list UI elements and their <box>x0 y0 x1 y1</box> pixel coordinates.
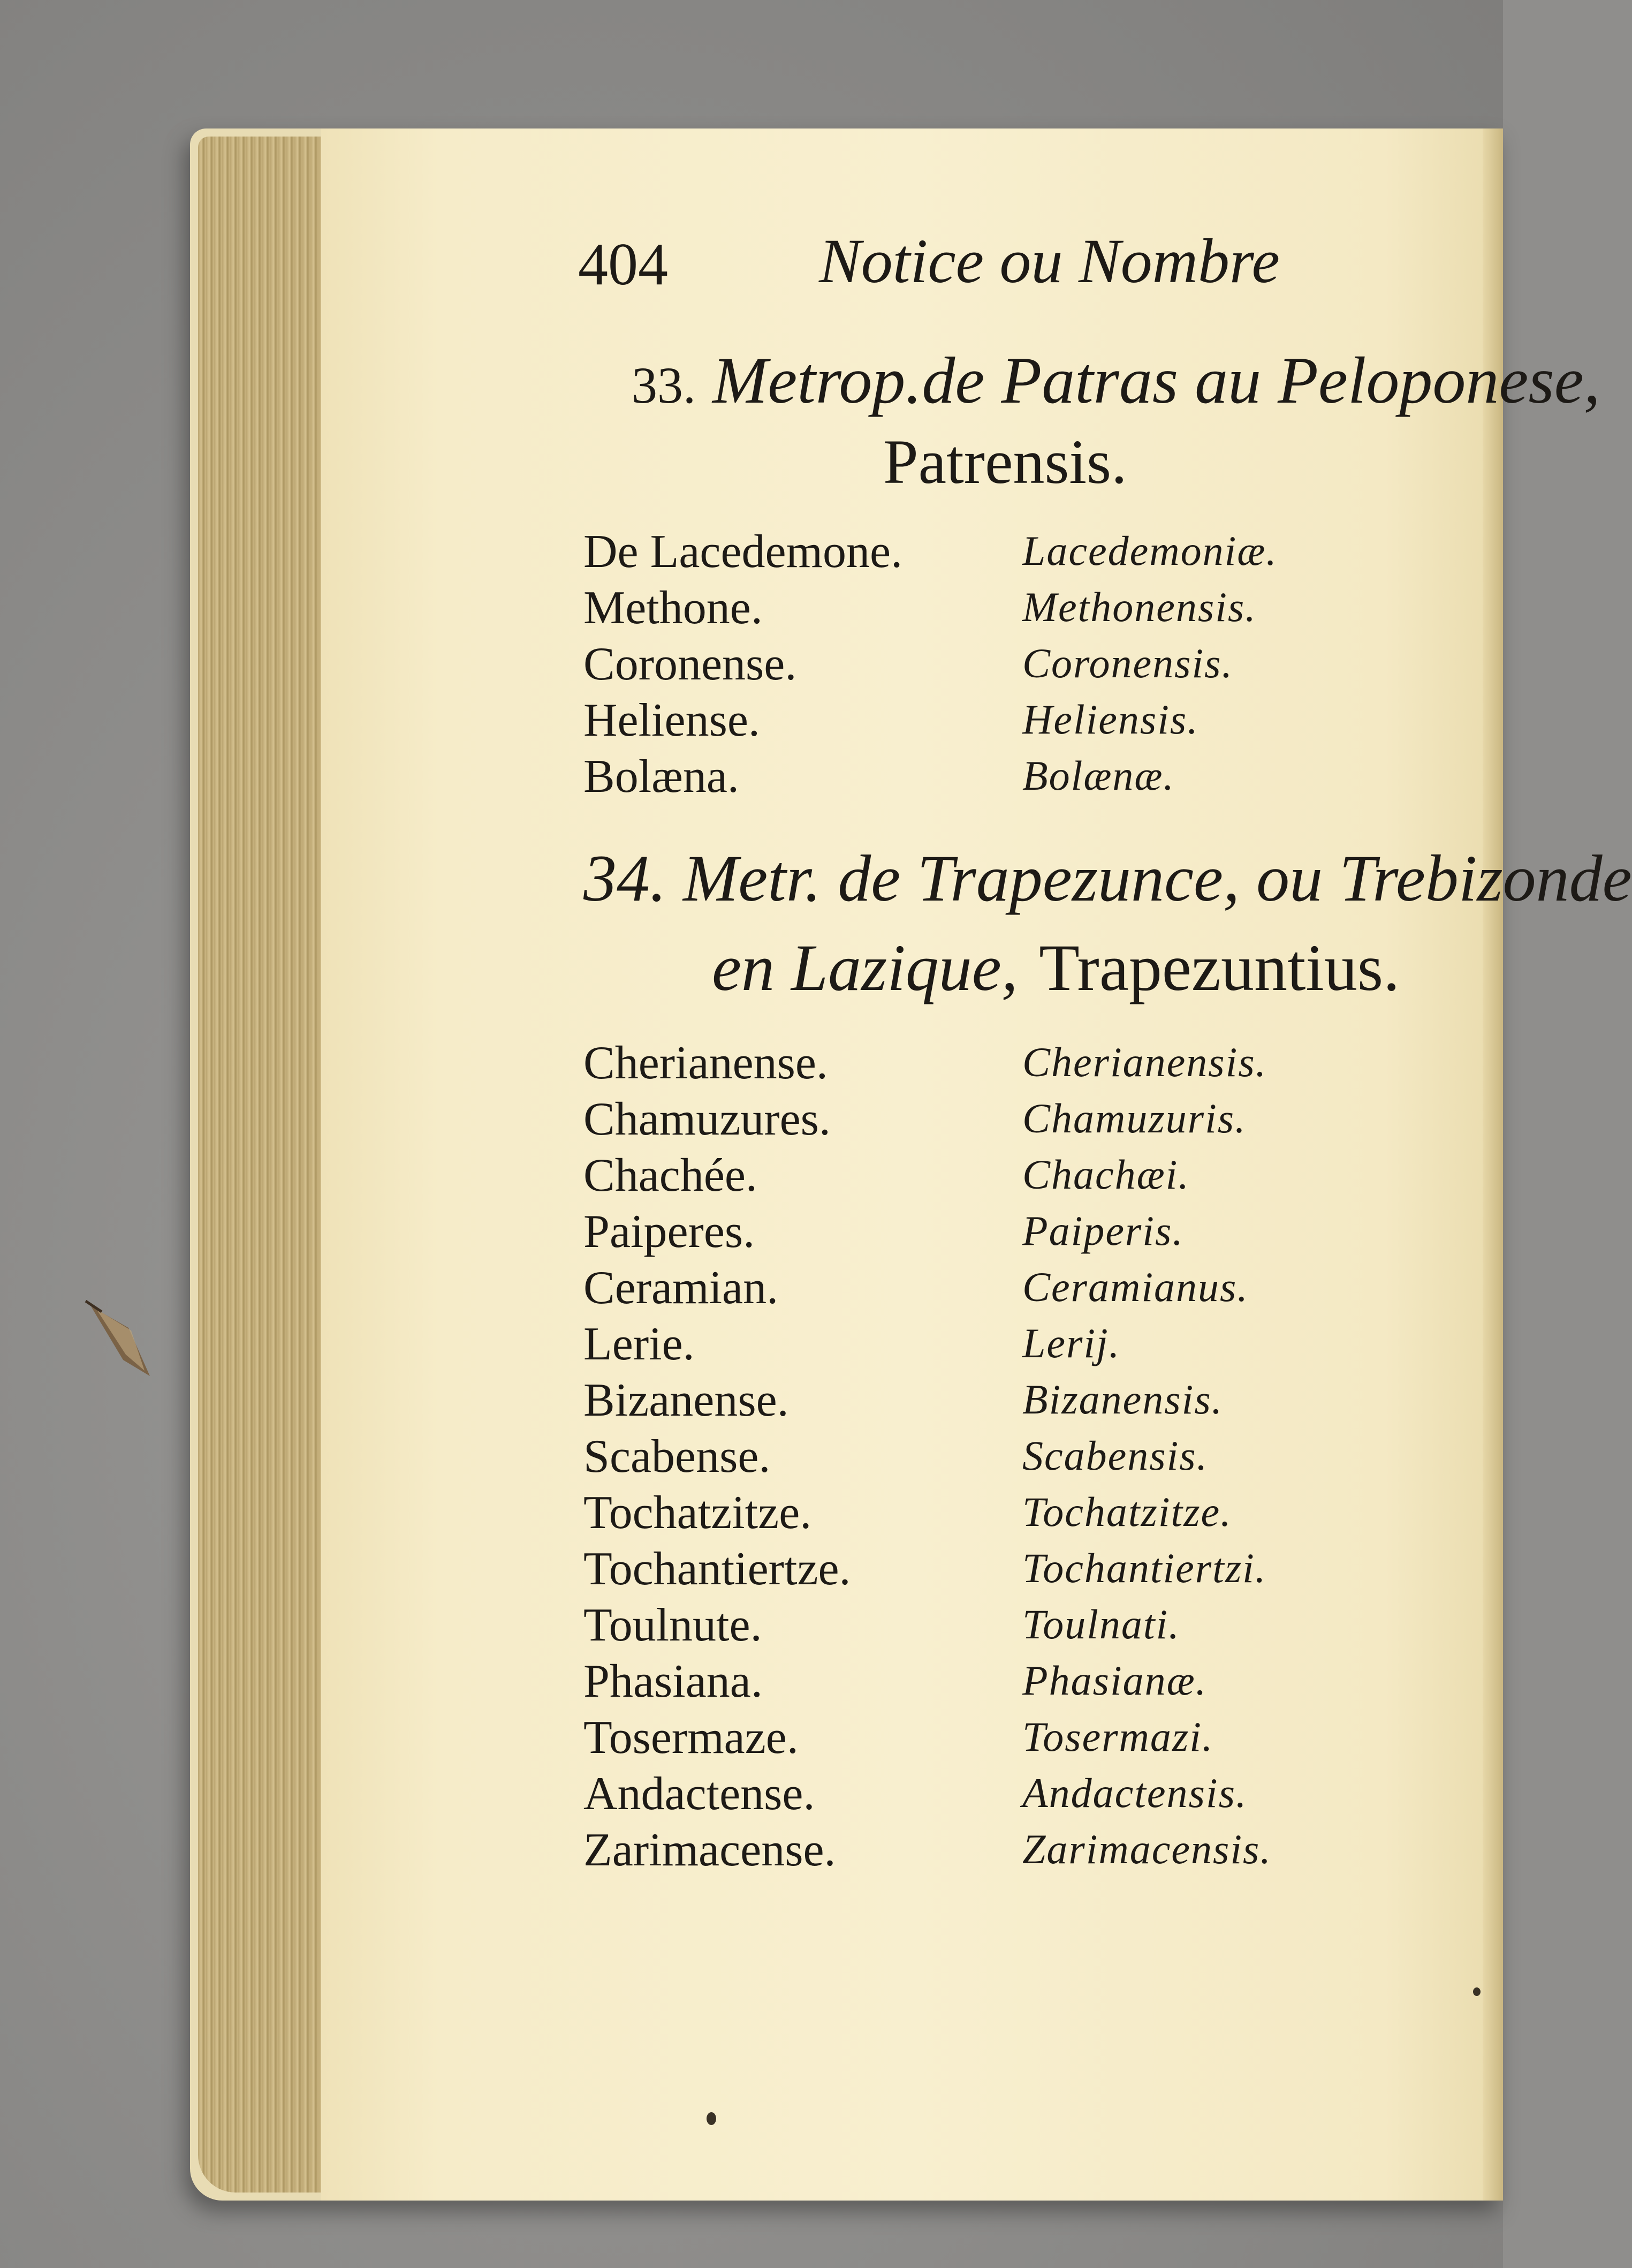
french-name: Chachée. <box>583 1150 757 1201</box>
latin-name: Ceramianus. <box>1022 1264 1249 1310</box>
list-item <box>583 1486 1360 1539</box>
list-item <box>583 1654 1360 1708</box>
latin-name: Bolænæ. <box>1022 752 1175 799</box>
latin-name: Phasianæ. <box>1022 1657 1208 1704</box>
ink-speck <box>1473 1987 1481 1996</box>
list-item <box>583 1430 1360 1483</box>
french-name: Bizanense. <box>583 1374 789 1426</box>
french-name: Bolæna. <box>583 751 739 803</box>
list-item <box>583 1711 1360 1764</box>
list-item <box>583 637 1360 691</box>
french-name: Tochantiertze. <box>583 1543 851 1595</box>
french-name: De Lacedemone. <box>583 526 903 578</box>
page-edges <box>198 137 332 2193</box>
section-34-subtitle <box>712 929 1400 1006</box>
french-name: Phasiana. <box>583 1655 763 1707</box>
list-item <box>583 1261 1360 1314</box>
list-item <box>583 1092 1360 1146</box>
latin-name: Tochatzitze. <box>1022 1488 1232 1535</box>
latin-name: Bizanensis. <box>1022 1376 1224 1423</box>
list-item <box>583 1598 1360 1652</box>
section-33-title <box>632 343 1600 419</box>
list-item <box>583 1373 1360 1427</box>
french-name: Toulnute. <box>583 1599 762 1651</box>
running-head: Notice ou Nombre <box>819 226 1280 296</box>
french-name: Tochatzitze. <box>583 1487 812 1539</box>
latin-name: Andactensis. <box>1022 1770 1248 1816</box>
latin-name: Heliensis. <box>1022 696 1199 743</box>
french-name: Andactense. <box>583 1768 815 1820</box>
list-item <box>583 1036 1360 1090</box>
list-item <box>583 693 1360 747</box>
list-item <box>583 525 1360 578</box>
latin-name: Scabensis. <box>1022 1432 1209 1479</box>
latin-name: Lerij. <box>1022 1320 1121 1366</box>
french-name: Ceramian. <box>583 1262 779 1314</box>
section-33-heading: Metrop.de Patras au Peloponese, <box>712 344 1600 417</box>
list-item <box>583 1317 1360 1371</box>
section-34-subtitle-italic: en Lazique, <box>712 931 1018 1004</box>
section-34-number: 34. <box>583 842 666 915</box>
latin-name: Tochantiertzi. <box>1022 1545 1267 1591</box>
latin-name: Tosermazi. <box>1022 1713 1214 1760</box>
french-name: Cherianense. <box>583 1037 828 1089</box>
latin-name: Paiperis. <box>1022 1207 1184 1254</box>
section-33-subtitle: Patrensis. <box>883 427 1127 497</box>
latin-name: Cherianensis. <box>1022 1039 1267 1085</box>
french-name: Scabense. <box>583 1431 771 1483</box>
list-item <box>583 750 1360 803</box>
latin-name: Toulnati. <box>1022 1601 1180 1647</box>
french-name: Paiperes. <box>583 1206 755 1258</box>
latin-name: Lacedemoniæ. <box>1022 527 1278 574</box>
section-33-number: 33. <box>632 357 696 414</box>
moth-illustration <box>86 1296 161 1376</box>
french-name: Coronense. <box>583 638 797 690</box>
list-item <box>583 1767 1360 1820</box>
latin-name: Methonensis. <box>1022 584 1257 630</box>
french-name: Chamuzures. <box>583 1093 831 1145</box>
page-gutter <box>1483 128 1503 2201</box>
french-name: Methone. <box>583 582 763 634</box>
list-item <box>583 581 1360 634</box>
french-name: Heliense. <box>583 694 760 746</box>
list-item <box>583 1823 1360 1877</box>
page-number: 404 <box>578 231 668 298</box>
french-name: Lerie. <box>583 1318 695 1370</box>
list-item <box>583 1542 1360 1596</box>
latin-name: Coronensis. <box>1022 640 1233 686</box>
latin-name: Zarimacensis. <box>1022 1826 1272 1872</box>
section-34-subtitle-roman: Trapezuntius. <box>1039 931 1400 1004</box>
latin-name: Chachæi. <box>1022 1151 1190 1198</box>
french-name: Tosermaze. <box>583 1712 799 1764</box>
section-34-heading: Metr. de Trapezunce, ou Trebizonde <box>683 842 1632 915</box>
latin-name: Chamuzuris. <box>1022 1095 1247 1141</box>
french-name: Zarimacense. <box>583 1824 836 1876</box>
list-item <box>583 1148 1360 1202</box>
section-34-title <box>583 841 1632 917</box>
list-item <box>583 1205 1360 1258</box>
ink-speck <box>707 2112 716 2125</box>
